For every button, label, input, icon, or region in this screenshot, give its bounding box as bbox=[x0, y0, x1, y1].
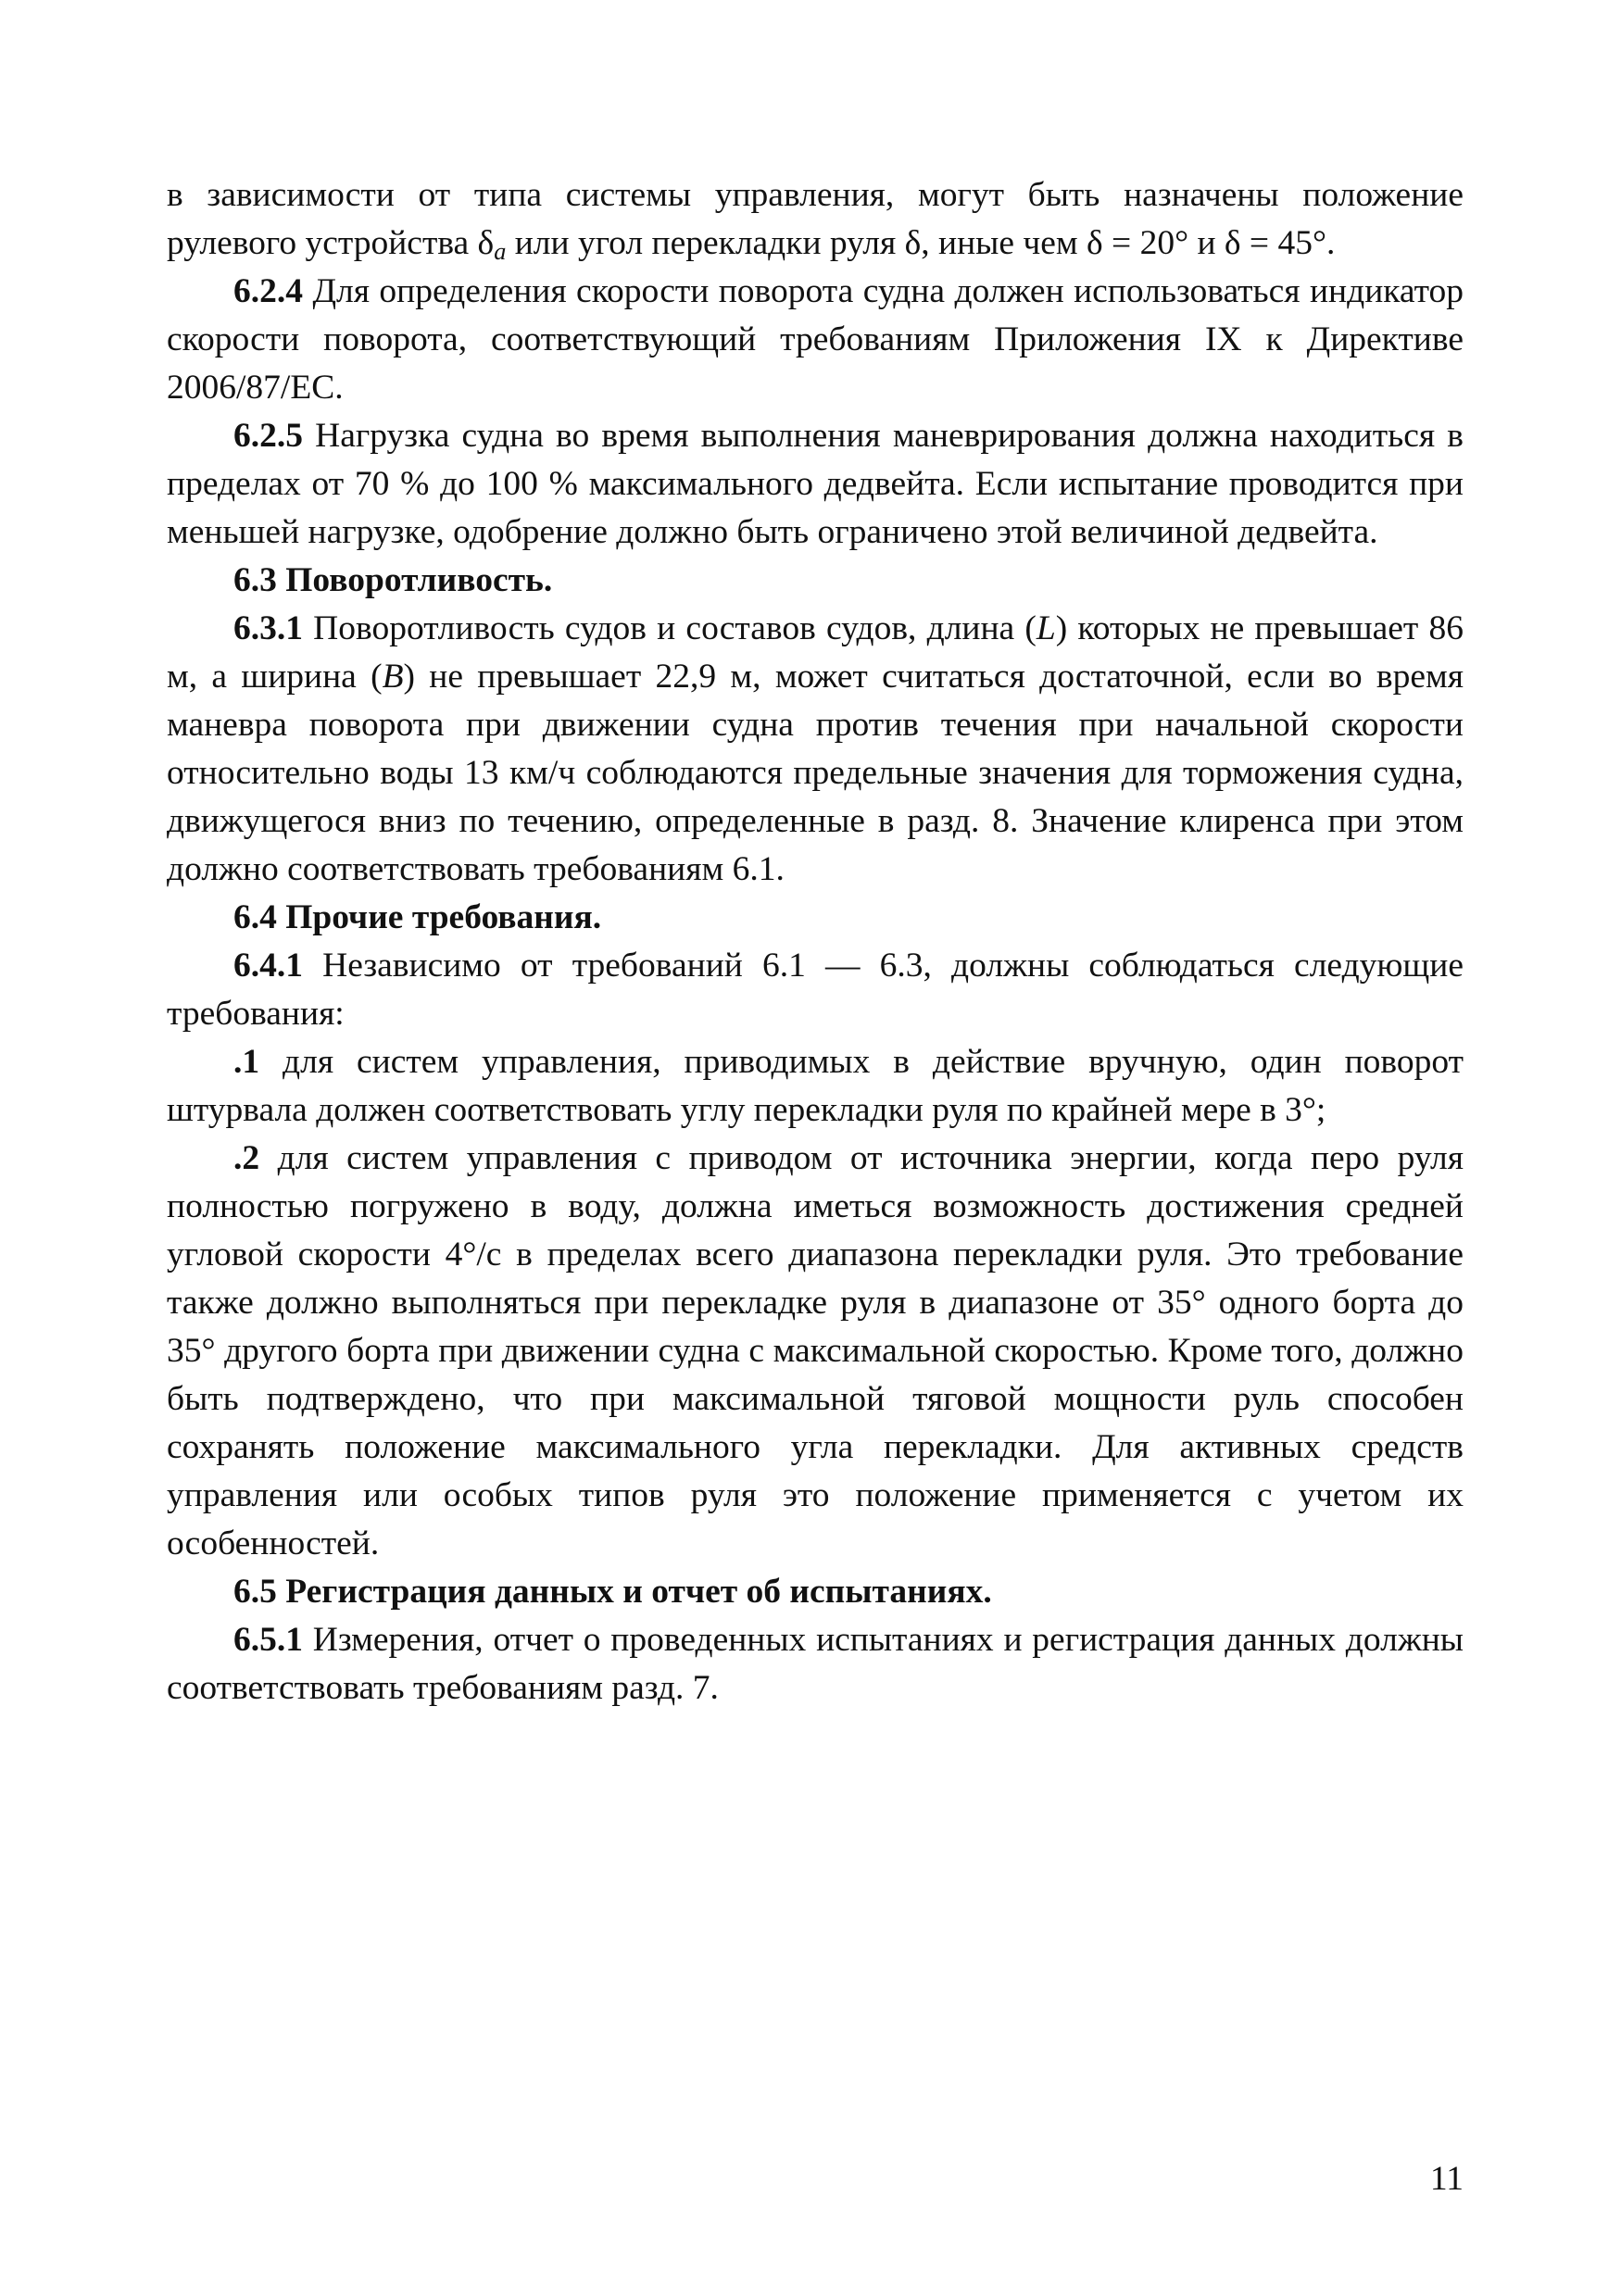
section-heading-6-3: 6.3 Поворотливость. bbox=[233, 561, 553, 599]
subscript-a: a bbox=[494, 238, 507, 265]
paragraph-6-5-1 bbox=[167, 1616, 1464, 1713]
paragraph-text: ) не превышает 22,9 м, может считаться достаточной, если во время маневра поворота при движении судна против течения при начальной скорости относительно воды 13 км/ч соблюдаются предельные значения для торможения судна, движущегося вниз по течению, определенные в разд. 8. Значение клиренса при этом должно соответствовать требованиям 6.1. bbox=[167, 658, 1464, 888]
paragraph-6-2-4 bbox=[167, 268, 1464, 412]
paragraph-text: Поворотливость судов и составов судов, длина ( bbox=[303, 609, 1037, 647]
paragraph-text: Для определения скорости поворота судна должен использоваться индикатор скорости поворота, соответствующий требованиям Приложения IX к Директиве 2006/87/ЕС. bbox=[167, 272, 1464, 407]
paragraph-text: Нагрузка судна во время выполнения маневрирования должна находиться в пределах от 70 % до 100 % максимального дедвейта. Если испытание проводится при меньшей нагрузке, одобрение должно быть ограничено этой величиной дедвейта. bbox=[167, 417, 1464, 551]
section-heading-6-4: 6.4 Прочие требования. bbox=[233, 898, 602, 936]
clause-number: 6.4.1 bbox=[233, 947, 303, 985]
clause-number: 6.2.4 bbox=[233, 272, 303, 310]
list-item-number: .2 bbox=[233, 1139, 260, 1177]
paragraph-text: ) которых не превышает 86 м, а ширина ( bbox=[167, 609, 1464, 696]
document-body bbox=[167, 171, 1464, 1713]
section-heading-6-5: 6.5 Регистрация данных и отчет об испытаниях. bbox=[233, 1573, 992, 1611]
paragraph-text: в зависимости от типа системы управления, могут быть назначены положение рулевого устройства δ bbox=[167, 176, 1464, 262]
paragraph-6-3-1 bbox=[167, 605, 1464, 894]
clause-number: 6.3.1 bbox=[233, 609, 303, 647]
variable-l: L bbox=[1036, 609, 1056, 647]
list-item-2 bbox=[167, 1135, 1464, 1568]
paragraph-text: Измерения, отчет о проведенных испытаниях и регистрация данных должны соответствовать требованиям разд. 7. bbox=[167, 1621, 1464, 1707]
paragraph-text: для систем управления, приводимых в действие вручную, один поворот штурвала должен соответствовать углу перекладки руля по крайней мере в 3°; bbox=[167, 1043, 1464, 1129]
paragraph-6-2-5 bbox=[167, 412, 1464, 557]
list-item-number: .1 bbox=[233, 1043, 260, 1081]
paragraph-text: для систем управления с приводом от источника энергии, когда перо руля полностью погружено в воду, должна иметься возможность достижения средней угловой скорости 4°/с в пределах всего диапазона перекладки руля. Это требование также должно выполняться при перекладке руля в диапазоне от 35° одного борта до 35° другого борта при движении судна с максимальной скоростью. Кроме того, должно быть подтверждено, что при максимальной тяговой мощности руль способен сохранять положение максимального угла перекладки. Для активных средств управления или особых типов руля это положение применяется с учетом их особенностей. bbox=[167, 1139, 1464, 1562]
paragraph-6-4-1 bbox=[167, 942, 1464, 1038]
paragraph-continuation bbox=[167, 171, 1464, 268]
list-item-1 bbox=[167, 1038, 1464, 1135]
clause-number: 6.2.5 bbox=[233, 417, 303, 455]
page-number: 11 bbox=[1429, 2160, 1464, 2198]
clause-number: 6.5.1 bbox=[233, 1621, 303, 1659]
paragraph-text: или угол перекладки руля δ, иные чем δ = 20° и δ = 45°. bbox=[506, 224, 1336, 262]
paragraph-text: Независимо от требований 6.1 — 6.3, должны соблюдаться следующие требования: bbox=[167, 947, 1464, 1033]
variable-b: B bbox=[382, 658, 404, 696]
